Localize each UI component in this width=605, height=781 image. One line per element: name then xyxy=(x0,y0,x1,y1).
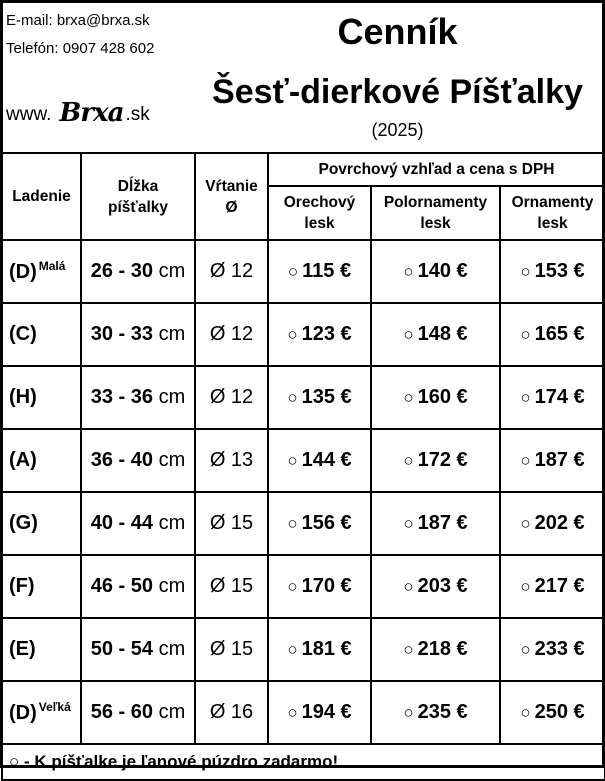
cell-price-walnut xyxy=(268,492,371,555)
price-value: 148 € xyxy=(417,323,468,345)
cell-length xyxy=(81,303,195,366)
table-row xyxy=(2,366,605,429)
table-row xyxy=(2,303,605,366)
contact-email: E-mail: brxa@brxa.sk xyxy=(6,12,150,29)
table-row xyxy=(2,555,605,618)
price-value: 140 € xyxy=(417,260,468,282)
bullet-icon: ○ xyxy=(403,640,414,659)
bullet-icon: ○ xyxy=(403,262,414,281)
bullet-icon: ○ xyxy=(403,451,414,470)
page-title: Cenník xyxy=(337,11,458,52)
bullet-icon: ○ xyxy=(520,262,531,281)
price-value: 115 € xyxy=(302,260,352,282)
price-value: 153 € xyxy=(534,260,585,282)
cell-tuning xyxy=(2,429,81,492)
table-row xyxy=(2,429,605,492)
cell-length xyxy=(81,366,195,429)
bullet-icon: ○ xyxy=(520,388,531,407)
cell-length xyxy=(81,681,195,744)
price-value: 123 € xyxy=(301,323,352,345)
cell-bore: Ø 16 xyxy=(195,681,268,744)
length-range: 46 - 50 xyxy=(90,575,154,597)
tuning-key: (A) xyxy=(9,449,37,471)
cell-tuning xyxy=(2,555,81,618)
length-range: 30 - 33 xyxy=(90,323,154,345)
cell-price-ornament xyxy=(500,618,605,681)
price-value: 202 € xyxy=(534,512,585,534)
table-row xyxy=(2,240,605,303)
page-subtitle: Šesť-dierkové Píšťalky xyxy=(212,73,583,111)
cell-price-semi-ornament xyxy=(371,555,500,618)
website-prefix: www. xyxy=(6,104,52,125)
cell-price-walnut xyxy=(268,429,371,492)
cell-bore: Ø 12 xyxy=(195,240,268,303)
cell-price-walnut xyxy=(268,240,371,303)
header-length: Dĺžka píšťalky xyxy=(81,153,195,240)
cell-tuning xyxy=(2,366,81,429)
cell-price-semi-ornament xyxy=(371,429,500,492)
cell-price-ornament xyxy=(500,240,605,303)
header-surface-price: Povrchový vzhľad a cena s DPH xyxy=(268,153,605,186)
bullet-icon: ○ xyxy=(403,325,414,344)
tuning-key: (D) xyxy=(9,261,37,283)
cell-bore: Ø 13 xyxy=(195,429,268,492)
cell-tuning xyxy=(2,303,81,366)
price-value: 203 € xyxy=(417,575,468,597)
website xyxy=(6,100,150,126)
brxa-logo: Brxa xyxy=(59,98,124,128)
footer-row xyxy=(2,744,605,780)
cell-price-ornament xyxy=(500,366,605,429)
price-value: 172 € xyxy=(417,449,468,471)
price-value: 144 € xyxy=(301,449,352,471)
price-value: 174 € xyxy=(534,386,585,408)
length-range: 56 - 60 xyxy=(90,701,154,723)
table-header-row xyxy=(2,153,605,186)
contact-phone: Telefón: 0907 428 602 xyxy=(6,40,155,57)
price-value: 156 € xyxy=(301,512,352,534)
bullet-icon: ○ xyxy=(403,388,414,407)
price-value: 194 € xyxy=(301,701,352,723)
header-bore: Vŕtanie Ø xyxy=(195,153,268,240)
length-unit: cm xyxy=(158,449,186,471)
price-table xyxy=(1,152,605,781)
price-value: 170 € xyxy=(301,575,352,597)
bullet-icon: ○ xyxy=(520,577,531,596)
bullet-icon: ○ xyxy=(520,703,531,722)
cell-price-semi-ornament xyxy=(371,240,500,303)
cell-price-semi-ornament xyxy=(371,366,500,429)
bullet-icon: ○ xyxy=(287,388,298,407)
website-suffix: .sk xyxy=(125,104,150,125)
free-case-note: ○ - K píšťalke je ľanové púzdro zadarmo! xyxy=(2,744,605,780)
cell-bore: Ø 15 xyxy=(195,555,268,618)
cell-price-ornament xyxy=(500,681,605,744)
cell-bore: Ø 15 xyxy=(195,492,268,555)
length-range: 40 - 44 xyxy=(90,512,154,534)
cell-price-semi-ornament xyxy=(371,492,500,555)
cell-bore: Ø 12 xyxy=(195,366,268,429)
cell-price-semi-ornament xyxy=(371,618,500,681)
bullet-icon: ○ xyxy=(520,451,531,470)
header-ornament-gloss: Ornamenty lesk xyxy=(500,186,605,240)
length-unit: cm xyxy=(158,386,186,408)
bullet-icon: ○ xyxy=(287,451,298,470)
bullet-icon: ○ xyxy=(287,262,299,281)
cell-length xyxy=(81,492,195,555)
price-value: 235 € xyxy=(417,701,468,723)
size-tag: Malá xyxy=(38,259,66,273)
length-unit: cm xyxy=(158,323,186,345)
tuning-key: (F) xyxy=(9,575,35,597)
length-range: 36 - 40 xyxy=(90,449,154,471)
header-semi-ornament-gloss: Polornamenty lesk xyxy=(371,186,500,240)
bullet-icon: ○ xyxy=(403,577,414,596)
bullet-icon: ○ xyxy=(287,703,298,722)
bullet-icon: ○ xyxy=(287,514,298,533)
length-unit: cm xyxy=(158,512,186,534)
cell-price-walnut xyxy=(268,303,371,366)
cell-price-semi-ornament xyxy=(371,303,500,366)
cell-length xyxy=(81,618,195,681)
bullet-icon: ○ xyxy=(403,514,414,533)
cell-price-walnut xyxy=(268,618,371,681)
bullet-icon: ○ xyxy=(403,703,414,722)
header-walnut-gloss: Orechový lesk xyxy=(268,186,371,240)
cell-tuning xyxy=(2,681,81,744)
header-tuning: Ladenie xyxy=(2,153,81,240)
table-row xyxy=(2,618,605,681)
bullet-icon: ○ xyxy=(287,577,298,596)
length-unit: cm xyxy=(158,260,186,282)
cell-bore: Ø 12 xyxy=(195,303,268,366)
tuning-key: (C) xyxy=(9,323,37,345)
cell-price-semi-ornament xyxy=(371,681,500,744)
price-value: 165 € xyxy=(534,323,585,345)
tuning-key: (D) xyxy=(9,702,37,724)
price-value: 217 € xyxy=(534,575,585,597)
tuning-key: (E) xyxy=(9,638,36,660)
length-range: 33 - 36 xyxy=(90,386,154,408)
bullet-icon: ○ xyxy=(520,514,531,533)
cell-price-ornament xyxy=(500,492,605,555)
price-value: 250 € xyxy=(534,701,585,723)
tuning-key: (G) xyxy=(9,512,38,534)
length-unit: cm xyxy=(158,638,186,660)
tuning-key: (H) xyxy=(9,386,37,408)
bullet-icon: ○ xyxy=(287,640,298,659)
length-unit: cm xyxy=(158,575,186,597)
cell-length xyxy=(81,240,195,303)
cell-tuning xyxy=(2,618,81,681)
length-unit: cm xyxy=(158,701,186,723)
cell-tuning xyxy=(2,492,81,555)
price-value: 218 € xyxy=(417,638,468,660)
price-value: 160 € xyxy=(417,386,468,408)
price-value: 187 € xyxy=(417,512,468,534)
cell-price-ornament xyxy=(500,303,605,366)
cell-bore: Ø 15 xyxy=(195,618,268,681)
price-value: 135 € xyxy=(301,386,352,408)
price-value: 233 € xyxy=(534,638,585,660)
cell-price-walnut xyxy=(268,555,371,618)
cell-length xyxy=(81,429,195,492)
cell-tuning xyxy=(2,240,81,303)
table-row xyxy=(2,492,605,555)
bullet-icon: ○ xyxy=(520,640,531,659)
cell-length xyxy=(81,555,195,618)
bullet-icon: ○ xyxy=(287,325,298,344)
cell-price-ornament xyxy=(500,555,605,618)
bullet-icon: ○ xyxy=(520,325,531,344)
length-range: 50 - 54 xyxy=(90,638,154,660)
length-range: 26 - 30 xyxy=(90,260,154,282)
price-list-year: (2025) xyxy=(371,120,424,140)
table-row xyxy=(2,681,605,744)
price-value: 181 € xyxy=(301,638,352,660)
cell-price-walnut xyxy=(268,366,371,429)
price-value: 187 € xyxy=(534,449,585,471)
cell-price-ornament xyxy=(500,429,605,492)
size-tag: Veľká xyxy=(38,700,71,714)
cell-price-walnut xyxy=(268,681,371,744)
